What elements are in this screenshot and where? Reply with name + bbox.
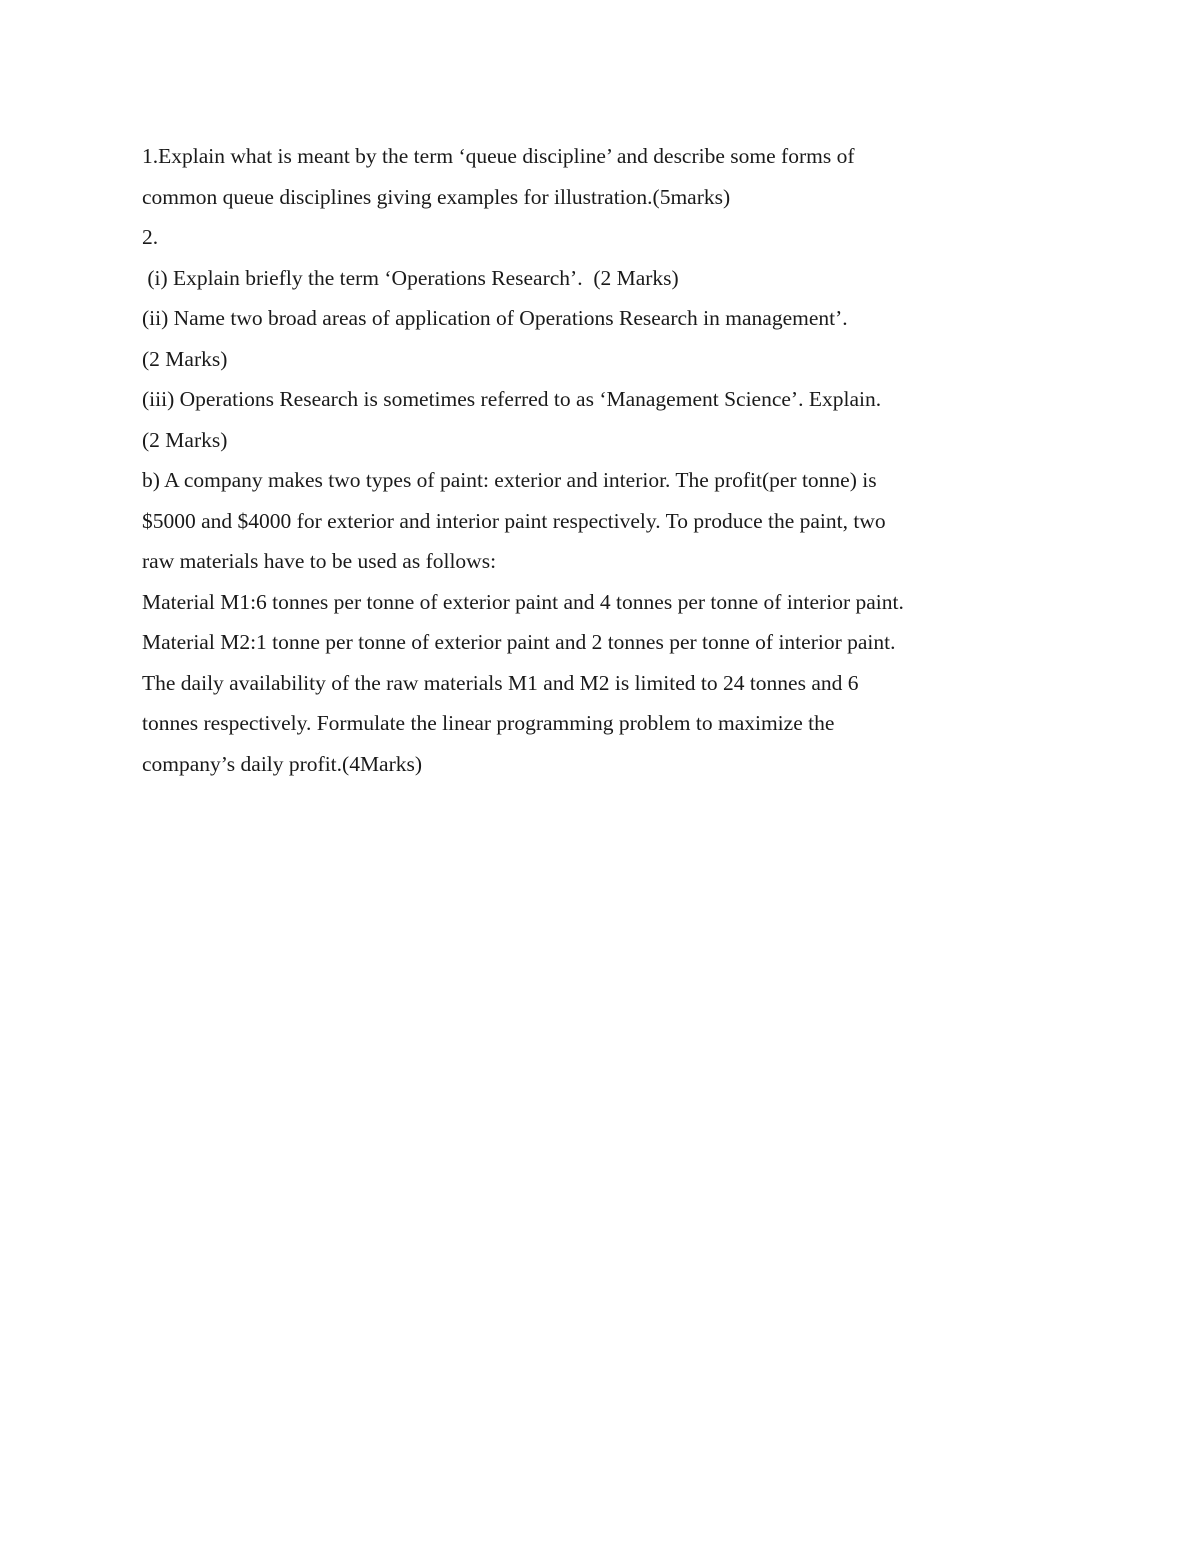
- question-2-part-iii: (iii) Operations Research is sometimes referred to as ‘Management Science’. Explain.: [142, 387, 882, 411]
- material-m2-line: Material M2:1 tonne per tonne of exterior paint and 2 tonnes per tonne of interior paint.: [142, 630, 896, 654]
- material-m1-line: Material M1:6 tonnes per tonne of exterior paint and 4 tonnes per tonne of interior paint.: [142, 589, 904, 614]
- question-1-line-2: common queue disciplines giving examples for illustration.(5marks): [142, 184, 731, 209]
- question-2b-line-1: b) A company makes two types of paint: exterior and interior. The profit(per tonne) is: [142, 468, 877, 492]
- document-body: [142, 140, 1022, 788]
- question-2-part-iii-marks: (2 Marks): [142, 427, 228, 452]
- question-2-part-ii: (ii) Name two broad areas of application of Operations Research in management’.: [142, 306, 848, 330]
- question-2b-line-8: company’s daily profit.(4Marks): [142, 751, 423, 776]
- question-2b-line-2: $5000 and $4000 for exterior and interior paint respectively. To produce the paint, two: [142, 508, 886, 533]
- question-1-line-1: 1.Explain what is meant by the term ‘queue discipline’ and describe some forms of: [142, 144, 855, 168]
- question-2b-line-7: tonnes respectively. Formulate the linear programming problem to maximize the: [142, 711, 835, 735]
- question-2-part-ii-marks: (2 Marks): [142, 346, 228, 371]
- question-2b-line-6: The daily availability of the raw materials M1 and M2 is limited to 24 tonnes and 6: [142, 670, 859, 695]
- question-2-part-i: (i) Explain briefly the term ‘Operations Research’. (2 Marks): [142, 265, 679, 290]
- question-2-number: 2.: [142, 225, 159, 249]
- question-2b-line-3: raw materials have to be used as follows:: [142, 549, 497, 573]
